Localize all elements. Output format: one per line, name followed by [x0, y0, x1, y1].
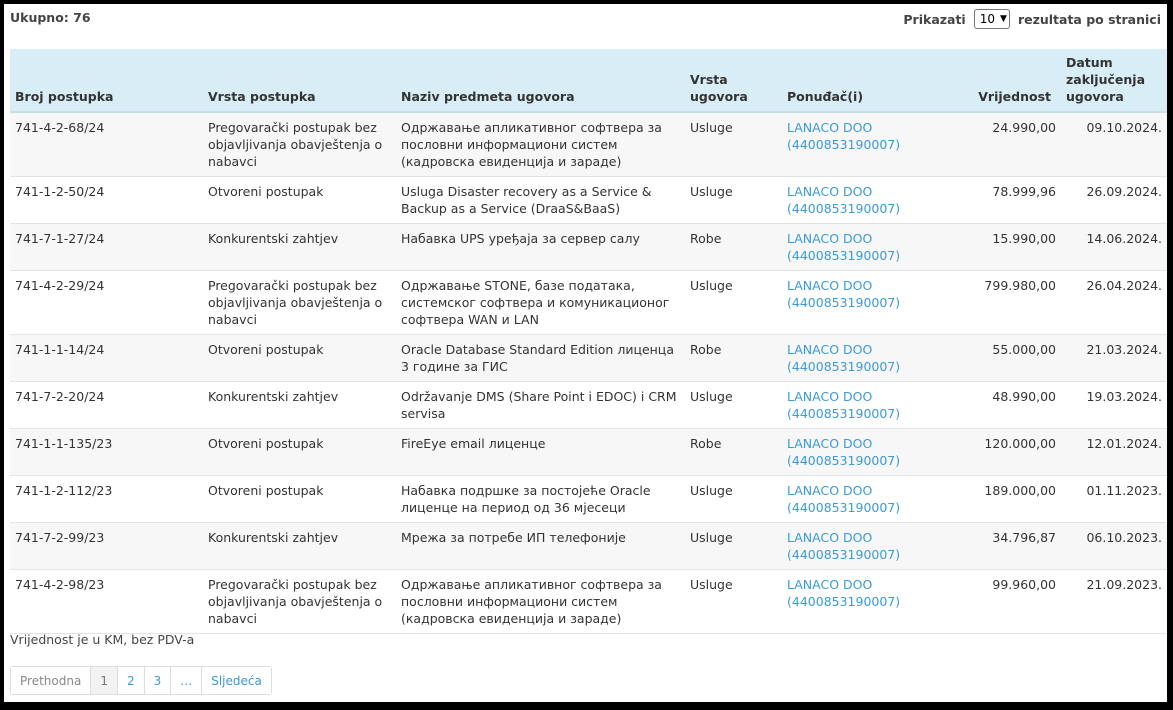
bidder-link[interactable]: LANACO DOO (4400853190007)	[787, 436, 901, 468]
table-row	[10, 112, 1167, 177]
cell-datum: 06.10.2023.	[1061, 523, 1167, 570]
cell-vrsta: Konkurentski zahtjev	[203, 382, 396, 429]
results-panel	[4, 4, 1167, 702]
cell-vrsta: Pregovarački postupak bez objavljivanja obavještenja o nabavci	[203, 112, 396, 177]
header-ponudjac[interactable]: Ponuđač(i)	[782, 49, 954, 112]
cell-vrsta: Otvoreni postupak	[203, 335, 396, 382]
cell-vrijednost: 15.990,00	[954, 224, 1061, 271]
cell-vrijednost: 48.990,00	[954, 382, 1061, 429]
table-row	[10, 476, 1167, 523]
cell-naziv: FireEye email лиценце	[396, 429, 685, 476]
table-row	[10, 335, 1167, 382]
cell-broj: 741-4-2-98/23	[10, 570, 203, 634]
cell-datum: 19.03.2024.	[1061, 382, 1167, 429]
cell-broj: 741-7-2-20/24	[10, 382, 203, 429]
cell-vrsta-ugovora: Usluge	[685, 476, 782, 523]
cell-naziv: Usluga Disaster recovery as a Service & Backup as a Service (DraaS&BaaS)	[396, 177, 685, 224]
cell-vrsta-ugovora: Usluge	[685, 112, 782, 177]
header-naziv[interactable]: Naziv predmeta ugovora	[396, 49, 685, 112]
table-row	[10, 224, 1167, 271]
next-page-button[interactable]: Sljedeća	[202, 667, 271, 694]
cell-vrsta-ugovora: Usluge	[685, 382, 782, 429]
cell-vrsta-ugovora: Usluge	[685, 177, 782, 224]
cell-broj: 741-1-1-135/23	[10, 429, 203, 476]
procurement-table	[10, 49, 1167, 634]
value-footnote: Vrijednost je u KM, bez PDV-a	[10, 632, 195, 647]
cell-vrsta: Otvoreni postupak	[203, 429, 396, 476]
cell-datum: 09.10.2024.	[1061, 112, 1167, 177]
cell-ponudjac	[782, 112, 954, 177]
table-row	[10, 570, 1167, 634]
cell-vrijednost: 799.980,00	[954, 271, 1061, 335]
table-header-row	[10, 49, 1167, 112]
cell-vrijednost: 24.990,00	[954, 112, 1061, 177]
cell-broj: 741-1-1-14/24	[10, 335, 203, 382]
cell-naziv: Набавка подршке за постојеће Oracle лиценце на период од 36 мјесеци	[396, 476, 685, 523]
cell-naziv: Одржавање апликативног софтвера за пословни информациони систем (кадровска евиденција и зараде)	[396, 570, 685, 634]
cell-broj: 741-7-2-99/23	[10, 523, 203, 570]
cell-naziv: Одржавање STONE, базе података, системског софтвера и комуникационог софтвера WAN и LAN	[396, 271, 685, 335]
cell-vrsta: Konkurentski zahtjev	[203, 224, 396, 271]
cell-vrsta-ugovora: Usluge	[685, 271, 782, 335]
cell-datum: 14.06.2024.	[1061, 224, 1167, 271]
header-datum[interactable]: Datum zaključenja ugovora	[1061, 49, 1167, 112]
table-row	[10, 271, 1167, 335]
cell-vrsta-ugovora: Robe	[685, 429, 782, 476]
cell-vrsta: Otvoreni postupak	[203, 177, 396, 224]
per-page-suffix: rezultata po stranici	[1017, 11, 1161, 27]
cell-naziv: Održavanje DMS (Share Point i EDOC) i CRM servisa	[396, 382, 685, 429]
cell-naziv: Мрежа за потребе ИП телефоније	[396, 523, 685, 570]
cell-ponudjac	[782, 224, 954, 271]
header-vrijednost[interactable]: Vrijednost	[954, 49, 1061, 112]
cell-datum: 26.09.2024.	[1061, 177, 1167, 224]
cell-datum: 12.01.2024.	[1061, 429, 1167, 476]
results-toolbar	[10, 9, 1167, 33]
page-button-3[interactable]: 3	[145, 667, 172, 694]
cell-vrijednost: 55.000,00	[954, 335, 1061, 382]
table-body	[10, 112, 1167, 634]
per-page-control	[903, 9, 1161, 29]
cell-naziv: Oracle Database Standard Edition лиценца 3 године за ГИС	[396, 335, 685, 382]
cell-broj: 741-1-2-50/24	[10, 177, 203, 224]
table-row	[10, 523, 1167, 570]
cell-ponudjac	[782, 523, 954, 570]
cell-vrsta-ugovora: Usluge	[685, 570, 782, 634]
cell-broj: 741-4-2-68/24	[10, 112, 203, 177]
cell-broj: 741-1-2-112/23	[10, 476, 203, 523]
cell-naziv: Набавка UPS уређаја за сервер салу	[396, 224, 685, 271]
per-page-label: Prikazati	[903, 11, 966, 27]
cell-vrijednost: 99.960,00	[954, 570, 1061, 634]
cell-ponudjac	[782, 382, 954, 429]
cell-vrsta: Pregovarački postupak bez objavljivanja obavještenja o nabavci	[203, 271, 396, 335]
bidder-link[interactable]: LANACO DOO (4400853190007)	[787, 120, 901, 152]
cell-ponudjac	[782, 476, 954, 523]
pagination	[10, 666, 272, 695]
prev-page-button[interactable]: Prethodna	[11, 667, 91, 694]
cell-vrsta-ugovora: Robe	[685, 335, 782, 382]
cell-datum: 26.04.2024.	[1061, 271, 1167, 335]
cell-vrsta: Konkurentski zahtjev	[203, 523, 396, 570]
cell-broj: 741-4-2-29/24	[10, 271, 203, 335]
per-page-value: 10	[979, 12, 996, 26]
cell-vrijednost: 78.999,96	[954, 177, 1061, 224]
cell-datum: 21.09.2023.	[1061, 570, 1167, 634]
chevron-down-icon: ▼	[1000, 14, 1007, 24]
bidder-link[interactable]: LANACO DOO (4400853190007)	[787, 530, 901, 562]
cell-ponudjac	[782, 271, 954, 335]
page-ellipsis[interactable]: …	[171, 667, 202, 694]
cell-vrijednost: 120.000,00	[954, 429, 1061, 476]
cell-vrijednost: 34.796,87	[954, 523, 1061, 570]
header-broj[interactable]: Broj postupka	[10, 49, 203, 112]
table-row	[10, 177, 1167, 224]
table-row	[10, 429, 1167, 476]
total-count: Ukupno: 76	[10, 10, 91, 25]
bidder-link[interactable]: LANACO DOO (4400853190007)	[787, 483, 901, 515]
cell-vrsta: Otvoreni postupak	[203, 476, 396, 523]
cell-ponudjac	[782, 177, 954, 224]
bidder-link[interactable]: LANACO DOO (4400853190007)	[787, 342, 901, 374]
bidder-link[interactable]: LANACO DOO (4400853190007)	[787, 184, 901, 216]
per-page-select[interactable]	[974, 9, 1010, 29]
page-button-1[interactable]: 1	[91, 667, 118, 694]
cell-ponudjac	[782, 429, 954, 476]
cell-naziv: Одржавање апликативног софтвера за пословни информациони систем (кадровска евиденција и зараде)	[396, 112, 685, 177]
header-vrsta[interactable]: Vrsta postupka	[203, 49, 396, 112]
bidder-link[interactable]: LANACO DOO (4400853190007)	[787, 389, 901, 421]
cell-vrsta-ugovora: Robe	[685, 224, 782, 271]
cell-vrsta-ugovora: Usluge	[685, 523, 782, 570]
cell-datum: 21.03.2024.	[1061, 335, 1167, 382]
cell-ponudjac	[782, 335, 954, 382]
cell-datum: 01.11.2023.	[1061, 476, 1167, 523]
header-vrsta-ugovora[interactable]: Vrsta ugovora	[685, 49, 782, 112]
bidder-link[interactable]: LANACO DOO (4400853190007)	[787, 231, 901, 263]
cell-vrijednost: 189.000,00	[954, 476, 1061, 523]
cell-vrsta: Pregovarački postupak bez objavljivanja obavještenja o nabavci	[203, 570, 396, 634]
table-row	[10, 382, 1167, 429]
page-button-2[interactable]: 2	[118, 667, 145, 694]
bidder-link[interactable]: LANACO DOO (4400853190007)	[787, 278, 901, 310]
cell-ponudjac	[782, 570, 954, 634]
bidder-link[interactable]: LANACO DOO (4400853190007)	[787, 577, 901, 609]
cell-broj: 741-7-1-27/24	[10, 224, 203, 271]
